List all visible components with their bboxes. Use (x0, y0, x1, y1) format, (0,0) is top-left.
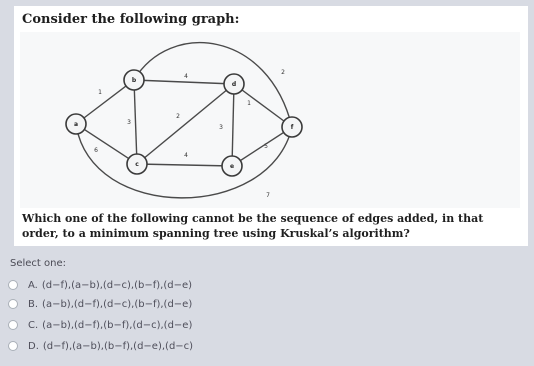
node-f (282, 117, 302, 137)
edge-a-b (76, 80, 134, 124)
option-a-letter: A. (28, 279, 38, 291)
question-title: Consider the following graph: (22, 12, 240, 27)
option-d-text: (d−f),(a−b),(b−f),(d−e),(d−c) (42, 340, 194, 352)
graph-svg (20, 32, 520, 208)
edge-weight-b-d: 4 (184, 73, 188, 80)
option-c[interactable] (8, 316, 192, 334)
option-c-text: (a−b),(d−f),(b−f),(d−c),(d−e) (42, 319, 193, 331)
edge-weight-c-e: 4 (184, 152, 188, 159)
edge-weight-e-f: 5 (264, 143, 268, 150)
option-d-letter: D. (28, 340, 39, 352)
edge-weight-d-f: 1 (247, 100, 251, 107)
node-e (222, 156, 242, 176)
node-label-a: a (73, 121, 79, 128)
edge-weight-d-e: 3 (219, 124, 223, 131)
option-a-text: (d−f),(a−b),(d−c),(b−f),(d−e) (41, 279, 193, 291)
option-c-letter: C. (28, 319, 39, 331)
edge-weight-a-b: 1 (98, 89, 102, 96)
edge-weight-a-f: 7 (266, 192, 270, 199)
edge-weight-a-c: 6 (94, 147, 98, 154)
node-label-f: f (290, 124, 294, 131)
radio-button-a[interactable] (8, 280, 18, 290)
question-prompt: Which one of the following cannot be the sequence of edges added, in that order, to a minimum spanning tree using Kruskal’s algorithm? (22, 212, 484, 240)
edge-a-c (76, 124, 137, 164)
graph-figure (20, 32, 520, 208)
option-a[interactable] (8, 276, 192, 294)
question-card (14, 6, 528, 246)
radio-button-c[interactable] (8, 320, 18, 330)
edge-d-f (234, 84, 292, 127)
option-b-letter: B. (28, 298, 39, 310)
node-c (127, 154, 147, 174)
edge-weight-b-c: 3 (127, 119, 131, 126)
option-d[interactable] (8, 337, 193, 355)
edge-b-c (134, 80, 137, 164)
edge-weight-b-f: 2 (281, 69, 285, 76)
node-label-b: b (131, 77, 137, 84)
node-a (66, 114, 86, 134)
edge-b-d (134, 80, 234, 84)
edge-d-e (232, 84, 234, 166)
radio-button-b[interactable] (8, 299, 18, 309)
edge-b-f (131, 43, 292, 127)
edge-c-e (137, 164, 232, 166)
edge-a-f (76, 124, 292, 198)
node-label-e: e (229, 163, 235, 170)
edge-weight-c-d: 2 (176, 113, 180, 120)
option-b-text: (a−b),(d−f),(d−c),(b−f),(d−e) (42, 298, 193, 310)
radio-button-d[interactable] (8, 341, 18, 351)
node-label-d: d (231, 81, 237, 88)
option-b[interactable] (8, 295, 192, 313)
node-label-c: c (135, 161, 139, 168)
node-d (224, 74, 244, 94)
select-one-label: Select one: (10, 258, 67, 269)
node-b (124, 70, 144, 90)
